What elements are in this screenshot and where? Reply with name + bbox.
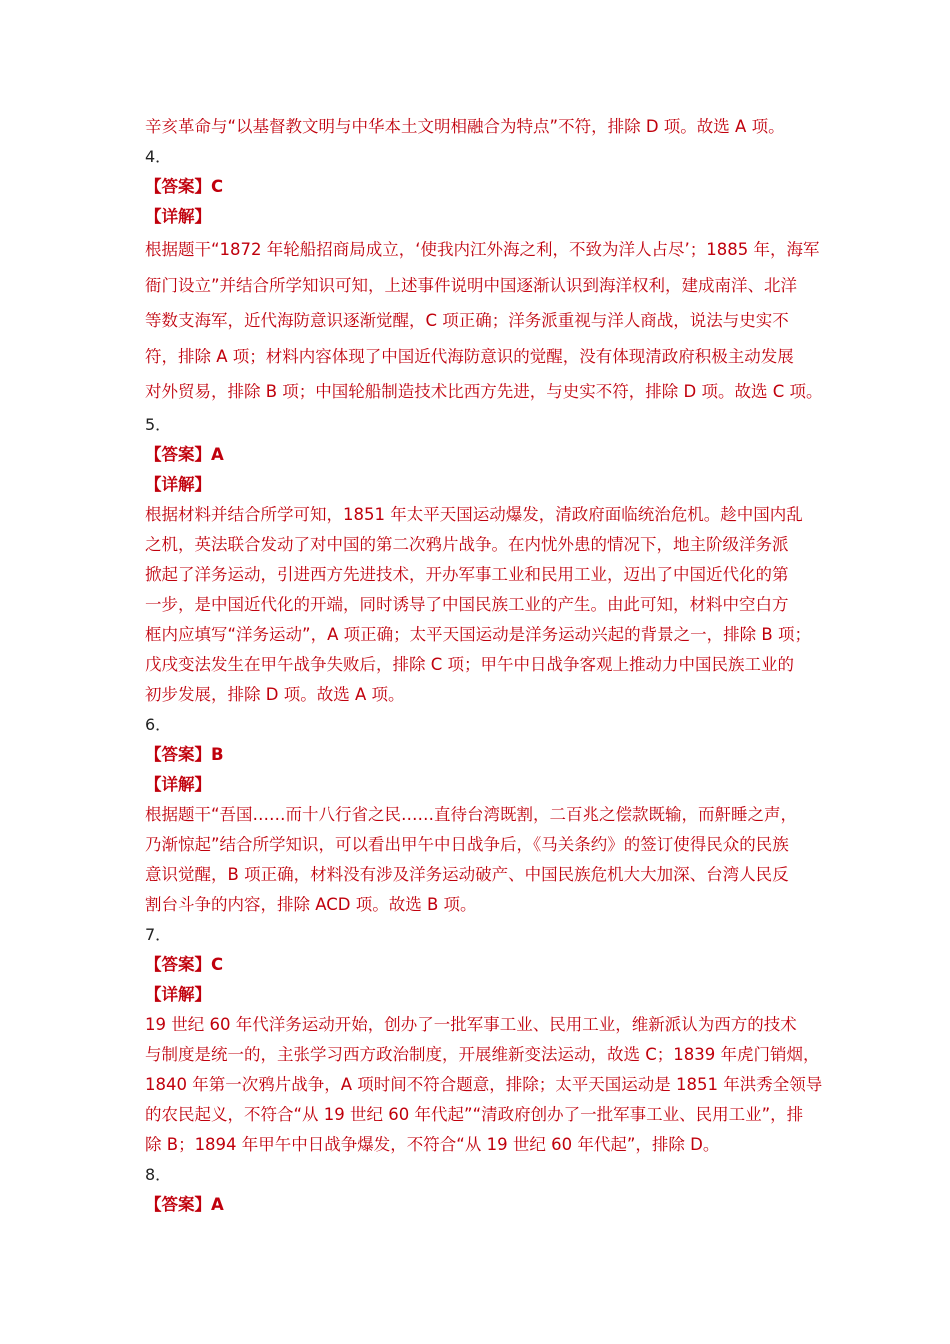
answer-line: 【答案】B	[145, 744, 224, 764]
text-line: 对外贸易，排除 B 项；中国轮船制造技术比西方先进，与史实不符，排除 D 项。故选 C 项。	[145, 382, 823, 401]
question-number: 5．	[145, 414, 172, 434]
detail-label: 【详解】	[145, 474, 211, 494]
question-number: 7．	[145, 924, 172, 944]
answer-line: 【答案】A	[145, 444, 224, 464]
text-line: 与制度是统一的，主张学习西方政治制度，开展维新变法运动，故选 C；1839 年虎门销烟，	[145, 1044, 820, 1064]
text-line: 1840 年第一次鸦片战争，A 项时间不符合题意，排除；太平天国运动是 1851 年洪秀全领导	[145, 1074, 823, 1094]
answer-line: 【答案】C	[145, 954, 224, 974]
detail-text	[145, 232, 823, 410]
text-line: 19 世纪 60 年代洋务运动开始，创办了一批军事工业、民用工业，维新派认为西方的技术	[145, 1014, 797, 1034]
text-line: 等数支海军，近代海防意识逐渐觉醒，C 项正确；洋务派重视与洋人商战，说法与史实不	[145, 311, 789, 330]
question-8	[145, 1160, 815, 1220]
text-line: 根据材料并结合所学可知，1851 年太平天国运动爆发，清政府面临统治危机。趁中国内乱	[145, 504, 803, 524]
text-line: 初步发展，排除 D 项。故选 A 项。	[145, 684, 405, 704]
text-line: 符，排除 A 项；材料内容体现了中国近代海防意识的觉醒，没有体现清政府积极主动发展	[145, 346, 794, 366]
detail-text	[145, 800, 815, 920]
text-line: 之机，英法联合发动了对中国的第二次鸦片战争。在内忧外患的情况下，地主阶级洋务派	[145, 534, 789, 554]
detail-label: 【详解】	[145, 774, 211, 794]
question-number: 6．	[145, 714, 172, 734]
q3-tail	[145, 112, 815, 142]
text-line: 戊戌变法发生在甲午战争失败后，排除 C 项；甲午中日战争客观上推动力中国民族工业的	[145, 654, 795, 674]
answer-line: 【答案】C	[145, 177, 224, 196]
question-number: 8．	[145, 1164, 172, 1184]
text-line: 除 B；1894 年甲午中日战争爆发，不符合“从 19 世纪 60 年代起”，排除 D。	[145, 1134, 720, 1154]
text-line: 框内应填写“洋务运动”，A 项正确；太平天国运动是洋务运动兴起的背景之一，排除 B 项；	[145, 624, 811, 644]
detail-label: 【详解】	[145, 984, 211, 1004]
text-line: 乃渐惊起”结合所学知识，可以看出甲午中日战争后，《马关条约》的签订使得民众的民族	[145, 834, 789, 854]
text-line: 割台斗争的内容，排除 ACD 项。故选 B 项。	[145, 894, 477, 914]
text-line: 衙门设立”并结合所学知识可知，上述事件说明中国逐渐认识到海洋权利，建成南洋、北洋	[145, 275, 798, 295]
answer-line: 【答案】A	[145, 1194, 224, 1214]
text-line: 一步，是中国近代化的开端，同时诱导了中国民族工业的产生。由此可知，材料中空白方	[145, 594, 789, 614]
question-4	[145, 142, 823, 410]
detail-text	[145, 1010, 823, 1160]
text-line: 掀起了洋务运动，引进西方先进技术，开办军事工业和民用工业，迈出了中国近代化的第	[145, 564, 789, 584]
question-5	[145, 410, 815, 710]
question-number: 4．	[145, 147, 172, 166]
question-7	[145, 920, 823, 1160]
text-line: 的农民起义，不符合“从 19 世纪 60 年代起”“清政府创办了一批军事工业、民用工业”，排	[145, 1104, 804, 1124]
question-6	[145, 710, 815, 920]
text-line: 辛亥革命与“以基督教文明与中华本土文明相融合为特点”不符，排除 D 项。故选 A 项。	[145, 117, 785, 136]
text-line: 根据题干“1872 年轮船招商局成立，‘使我内江外海之利，不致为洋人占尽’；1885 年，海军	[145, 240, 820, 259]
detail-label: 【详解】	[145, 207, 211, 226]
answer-explanations	[145, 112, 823, 1220]
text-line: 根据题干“吾国……而十八行省之民……直待台湾既割，二百兆之偿款既输，而鼾睡之声，	[145, 804, 798, 824]
detail-text	[145, 500, 815, 710]
text-line: 意识觉醒，B 项正确，材料没有涉及洋务运动破产、中国民族危机大大加深、台湾人民反	[145, 864, 789, 884]
